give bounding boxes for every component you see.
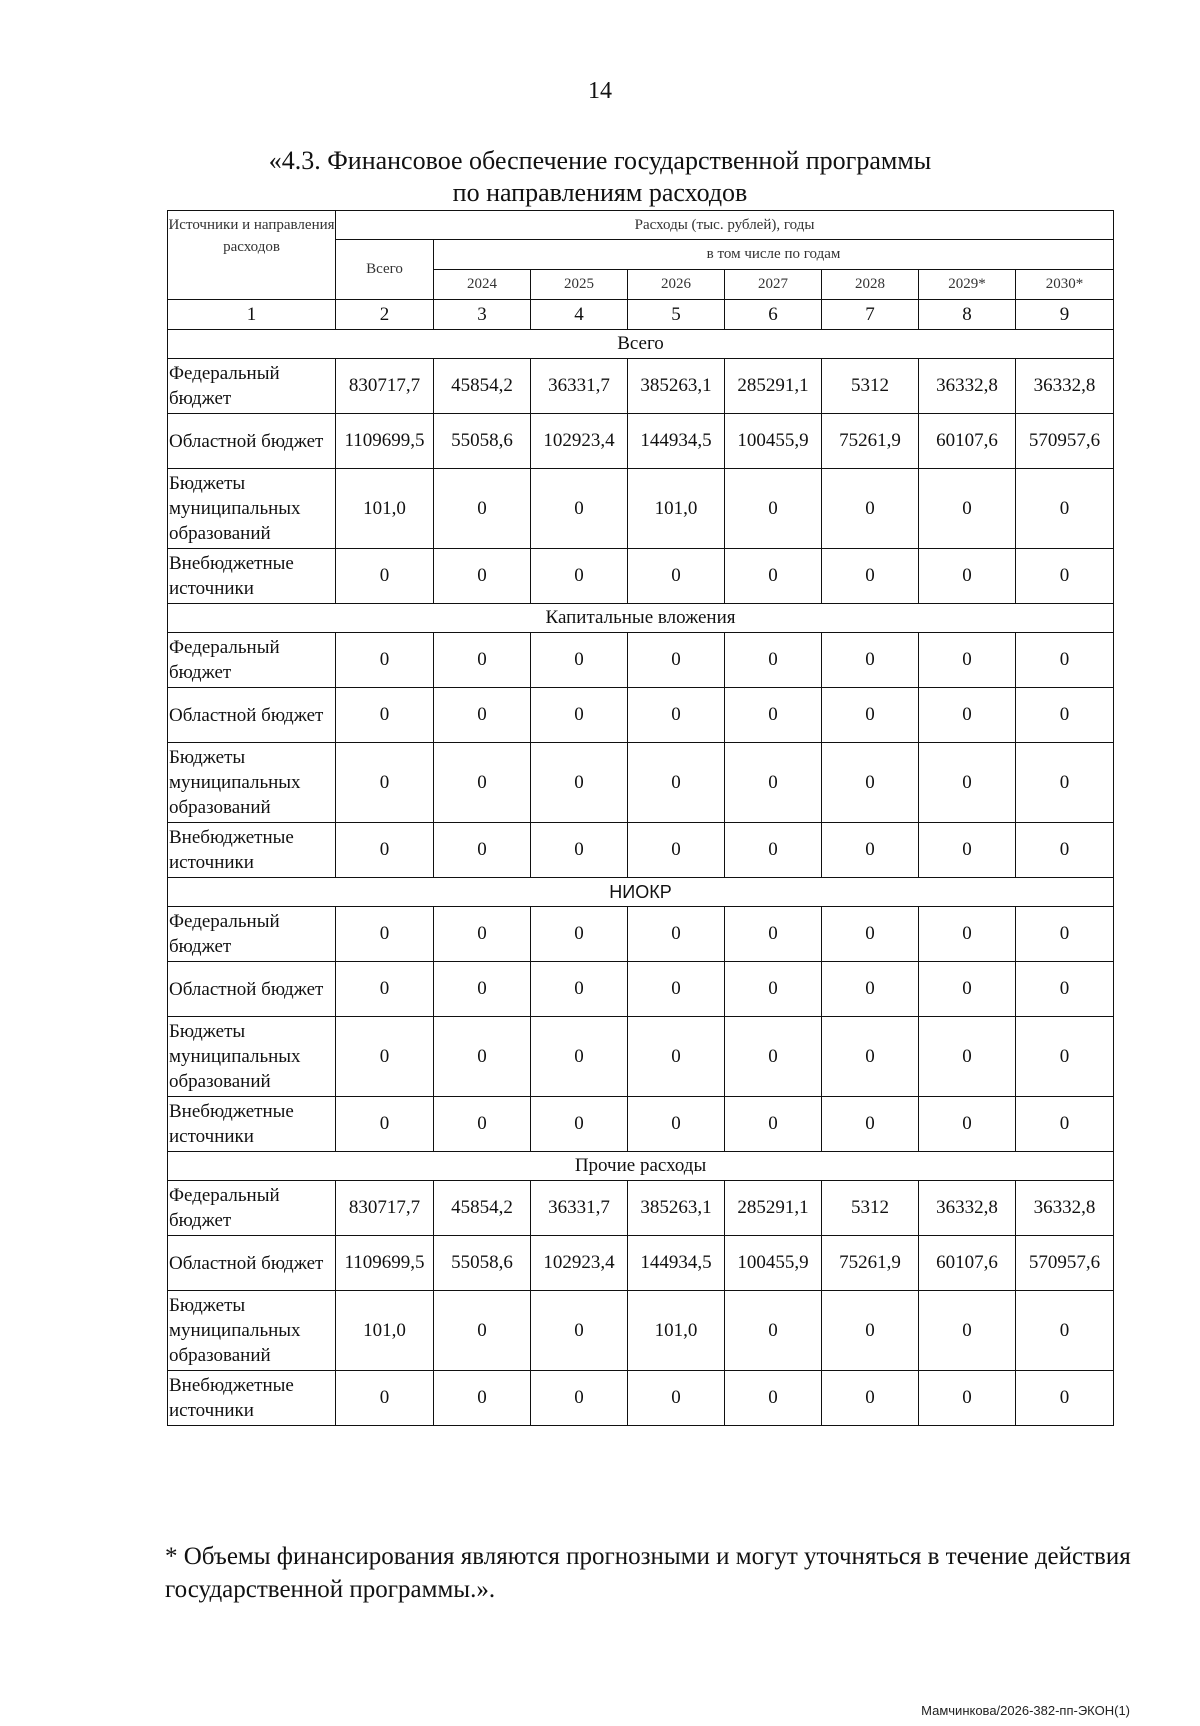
value-cell: 570957,6 — [1016, 1236, 1114, 1291]
value-cell: 0 — [919, 469, 1016, 549]
value-cell: 144934,5 — [628, 414, 725, 469]
value-cell: 0 — [434, 962, 531, 1017]
column-number: 3 — [434, 300, 531, 330]
section-title: Прочие расходы — [168, 1152, 1114, 1181]
value-cell: 0 — [919, 1371, 1016, 1426]
value-cell: 0 — [336, 1017, 434, 1097]
title-line-2: по направлениям расходов — [452, 178, 748, 207]
value-cell: 36331,7 — [531, 1181, 628, 1236]
value-cell: 102923,4 — [531, 1236, 628, 1291]
source-label: Федеральный бюджет — [168, 359, 336, 414]
value-cell: 0 — [531, 1371, 628, 1426]
section-row — [168, 1152, 1114, 1181]
value-cell: 102923,4 — [531, 414, 628, 469]
value-cell: 36332,8 — [1016, 1181, 1114, 1236]
header-including: в том числе по годам — [434, 240, 1114, 270]
source-label: Областной бюджет — [168, 688, 336, 743]
value-cell: 0 — [531, 469, 628, 549]
section-title: Всего — [168, 330, 1114, 359]
value-cell: 1109699,5 — [336, 1236, 434, 1291]
value-cell: 0 — [822, 1291, 919, 1371]
value-cell: 0 — [628, 688, 725, 743]
value-cell: 0 — [725, 633, 822, 688]
value-cell: 55058,6 — [434, 1236, 531, 1291]
value-cell: 0 — [434, 688, 531, 743]
table-row — [168, 743, 1114, 823]
value-cell: 285291,1 — [725, 359, 822, 414]
value-cell: 0 — [725, 743, 822, 823]
section-row — [168, 330, 1114, 359]
value-cell: 0 — [336, 688, 434, 743]
header-year: 2030* — [1016, 270, 1114, 300]
value-cell: 0 — [434, 823, 531, 878]
column-number: 2 — [336, 300, 434, 330]
value-cell: 0 — [822, 688, 919, 743]
value-cell: 0 — [531, 743, 628, 823]
value-cell: 100455,9 — [725, 414, 822, 469]
table-row — [168, 1017, 1114, 1097]
value-cell: 0 — [434, 469, 531, 549]
value-cell: 0 — [1016, 1371, 1114, 1426]
value-cell: 0 — [531, 549, 628, 604]
value-cell: 100455,9 — [725, 1236, 822, 1291]
value-cell: 0 — [919, 907, 1016, 962]
value-cell: 36332,8 — [1016, 359, 1114, 414]
value-cell: 0 — [919, 962, 1016, 1017]
table-row — [168, 549, 1114, 604]
value-cell: 0 — [919, 1291, 1016, 1371]
value-cell: 0 — [434, 549, 531, 604]
title-line-1: «4.3. Финансовое обеспечение государственной программы — [268, 146, 932, 175]
value-cell: 0 — [434, 1371, 531, 1426]
source-label: Бюджеты муниципальных образований — [168, 1291, 336, 1371]
header-year: 2024 — [434, 270, 531, 300]
value-cell: 101,0 — [336, 1291, 434, 1371]
column-number: 6 — [725, 300, 822, 330]
value-cell: 0 — [336, 1097, 434, 1152]
value-cell: 101,0 — [628, 469, 725, 549]
table-row — [168, 1097, 1114, 1152]
column-number: 9 — [1016, 300, 1114, 330]
value-cell: 0 — [1016, 1017, 1114, 1097]
value-cell: 0 — [822, 962, 919, 1017]
value-cell: 36332,8 — [919, 359, 1016, 414]
value-cell: 0 — [1016, 743, 1114, 823]
column-number: 7 — [822, 300, 919, 330]
value-cell: 0 — [434, 1291, 531, 1371]
header-year: 2027 — [725, 270, 822, 300]
source-label: Внебюджетные источники — [168, 1097, 336, 1152]
value-cell: 0 — [1016, 688, 1114, 743]
table-row — [168, 1371, 1114, 1426]
value-cell: 0 — [628, 823, 725, 878]
value-cell: 0 — [822, 907, 919, 962]
value-cell: 5312 — [822, 1181, 919, 1236]
table-row — [168, 414, 1114, 469]
column-number: 5 — [628, 300, 725, 330]
section-title: Капитальные вложения — [168, 604, 1114, 633]
header-sources: Источники и направления расходов — [168, 211, 336, 300]
document-id: Мамчинкова/2026-382-пп-ЭКОН(1) — [921, 1703, 1130, 1718]
header-year: 2026 — [628, 270, 725, 300]
source-label: Внебюджетные источники — [168, 823, 336, 878]
value-cell: 0 — [531, 962, 628, 1017]
value-cell: 60107,6 — [919, 414, 1016, 469]
value-cell: 0 — [919, 743, 1016, 823]
section-row — [168, 604, 1114, 633]
value-cell: 0 — [628, 962, 725, 1017]
value-cell: 0 — [919, 823, 1016, 878]
value-cell: 0 — [628, 549, 725, 604]
value-cell: 0 — [822, 1017, 919, 1097]
value-cell: 0 — [725, 1371, 822, 1426]
value-cell: 0 — [1016, 633, 1114, 688]
value-cell: 830717,7 — [336, 359, 434, 414]
value-cell: 0 — [725, 907, 822, 962]
source-label: Федеральный бюджет — [168, 633, 336, 688]
value-cell: 0 — [725, 549, 822, 604]
value-cell: 0 — [336, 633, 434, 688]
value-cell: 830717,7 — [336, 1181, 434, 1236]
value-cell: 570957,6 — [1016, 414, 1114, 469]
source-label: Областной бюджет — [168, 1236, 336, 1291]
value-cell: 0 — [1016, 1097, 1114, 1152]
value-cell: 75261,9 — [822, 414, 919, 469]
value-cell: 0 — [531, 907, 628, 962]
header-expenses: Расходы (тыс. рублей), годы — [336, 211, 1114, 240]
value-cell: 0 — [531, 688, 628, 743]
header-year: 2025 — [531, 270, 628, 300]
value-cell: 0 — [725, 823, 822, 878]
value-cell: 1109699,5 — [336, 414, 434, 469]
page-title — [150, 145, 1050, 209]
source-label: Областной бюджет — [168, 414, 336, 469]
source-label: Федеральный бюджет — [168, 1181, 336, 1236]
value-cell: 0 — [822, 633, 919, 688]
value-cell: 0 — [434, 743, 531, 823]
value-cell: 0 — [434, 1097, 531, 1152]
value-cell: 101,0 — [336, 469, 434, 549]
value-cell: 0 — [822, 469, 919, 549]
table-row — [168, 907, 1114, 962]
value-cell: 0 — [531, 1291, 628, 1371]
value-cell: 0 — [725, 962, 822, 1017]
value-cell: 0 — [531, 633, 628, 688]
value-cell: 0 — [725, 1017, 822, 1097]
value-cell: 0 — [1016, 549, 1114, 604]
footnote: * Объемы финансирования являются прогнозными и могут уточняться в течение действия государственной программы.». — [165, 1543, 1131, 1603]
value-cell: 0 — [628, 907, 725, 962]
value-cell: 0 — [336, 743, 434, 823]
source-label: Внебюджетные источники — [168, 549, 336, 604]
table-row — [168, 1236, 1114, 1291]
header-total: Всего — [336, 240, 434, 300]
source-label: Областной бюджет — [168, 962, 336, 1017]
value-cell: 0 — [919, 549, 1016, 604]
value-cell: 75261,9 — [822, 1236, 919, 1291]
value-cell: 0 — [531, 1017, 628, 1097]
value-cell: 0 — [1016, 907, 1114, 962]
value-cell: 0 — [336, 962, 434, 1017]
source-label: Бюджеты муниципальных образований — [168, 743, 336, 823]
value-cell: 0 — [1016, 823, 1114, 878]
value-cell: 101,0 — [628, 1291, 725, 1371]
column-number: 4 — [531, 300, 628, 330]
source-label: Федеральный бюджет — [168, 907, 336, 962]
source-label: Внебюджетные источники — [168, 1371, 336, 1426]
table-row — [168, 359, 1114, 414]
value-cell: 0 — [725, 1097, 822, 1152]
value-cell: 144934,5 — [628, 1236, 725, 1291]
table-row — [168, 1291, 1114, 1371]
table-row — [168, 962, 1114, 1017]
table-row — [168, 823, 1114, 878]
value-cell: 0 — [531, 1097, 628, 1152]
value-cell: 0 — [919, 1017, 1016, 1097]
column-number: 1 — [168, 300, 336, 330]
table-row — [168, 633, 1114, 688]
value-cell: 0 — [822, 1371, 919, 1426]
value-cell: 0 — [1016, 962, 1114, 1017]
value-cell: 55058,6 — [434, 414, 531, 469]
page-number: 14 — [588, 78, 612, 104]
value-cell: 36332,8 — [919, 1181, 1016, 1236]
value-cell: 0 — [1016, 469, 1114, 549]
value-cell: 60107,6 — [919, 1236, 1016, 1291]
value-cell: 0 — [628, 1017, 725, 1097]
value-cell: 5312 — [822, 359, 919, 414]
value-cell: 45854,2 — [434, 359, 531, 414]
value-cell: 0 — [725, 469, 822, 549]
value-cell: 0 — [628, 1097, 725, 1152]
value-cell: 0 — [628, 633, 725, 688]
value-cell: 0 — [1016, 1291, 1114, 1371]
source-label: Бюджеты муниципальных образований — [168, 1017, 336, 1097]
value-cell: 0 — [822, 549, 919, 604]
value-cell: 0 — [725, 1291, 822, 1371]
value-cell: 0 — [336, 549, 434, 604]
section-row — [168, 878, 1114, 907]
value-cell: 0 — [628, 1371, 725, 1426]
header-year: 2029* — [919, 270, 1016, 300]
section-title: НИОКР — [168, 878, 1114, 907]
value-cell: 0 — [919, 1097, 1016, 1152]
value-cell: 0 — [628, 743, 725, 823]
value-cell: 0 — [725, 688, 822, 743]
value-cell: 0 — [919, 688, 1016, 743]
value-cell: 0 — [822, 743, 919, 823]
table-row — [168, 688, 1114, 743]
value-cell: 385263,1 — [628, 359, 725, 414]
table-row — [168, 469, 1114, 549]
value-cell: 0 — [434, 633, 531, 688]
source-label: Бюджеты муниципальных образований — [168, 469, 336, 549]
financing-table — [167, 210, 1114, 1426]
header-year: 2028 — [822, 270, 919, 300]
value-cell: 0 — [336, 907, 434, 962]
value-cell: 385263,1 — [628, 1181, 725, 1236]
value-cell: 0 — [336, 823, 434, 878]
value-cell: 0 — [434, 907, 531, 962]
value-cell: 36331,7 — [531, 359, 628, 414]
value-cell: 285291,1 — [725, 1181, 822, 1236]
column-number: 8 — [919, 300, 1016, 330]
value-cell: 0 — [336, 1371, 434, 1426]
value-cell: 0 — [531, 823, 628, 878]
table-row — [168, 1181, 1114, 1236]
value-cell: 0 — [822, 1097, 919, 1152]
value-cell: 45854,2 — [434, 1181, 531, 1236]
value-cell: 0 — [434, 1017, 531, 1097]
value-cell: 0 — [822, 823, 919, 878]
value-cell: 0 — [919, 633, 1016, 688]
